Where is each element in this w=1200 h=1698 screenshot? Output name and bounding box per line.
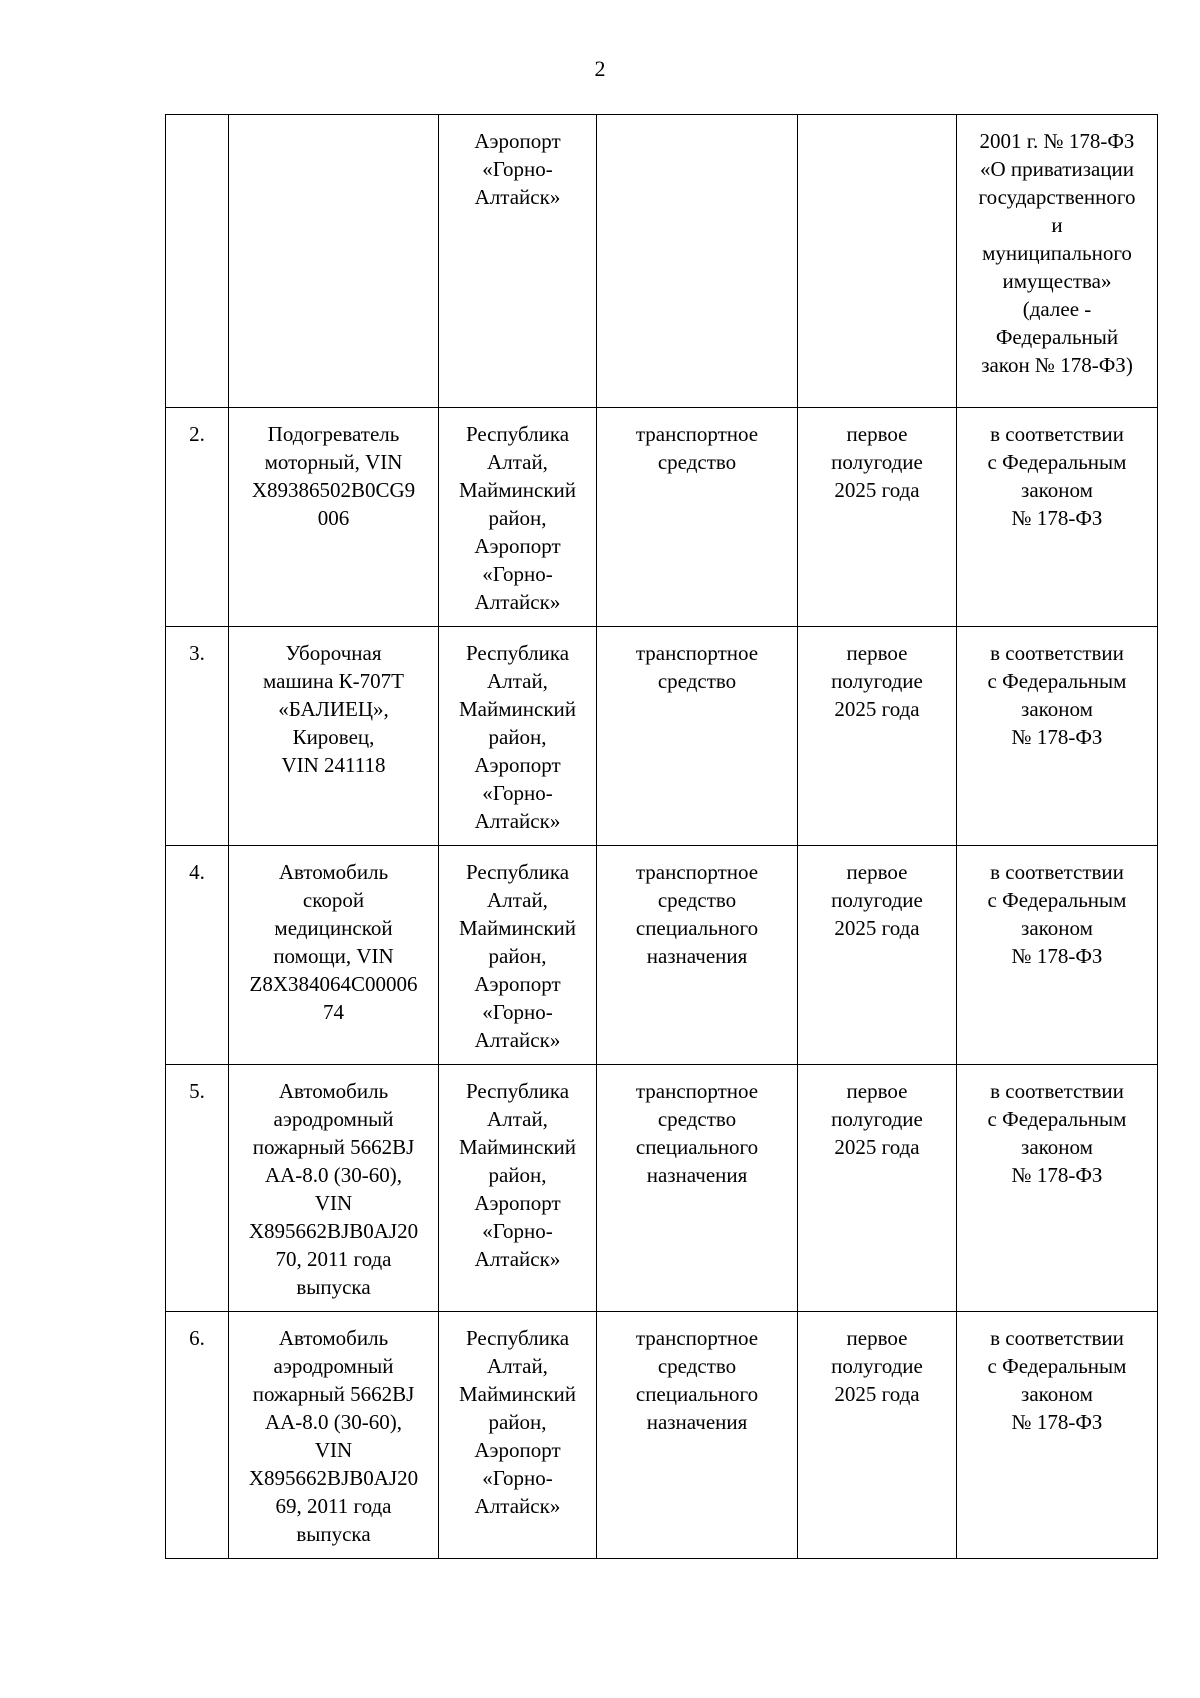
- cell-type: [597, 115, 798, 408]
- cell-law: в соответствии с Федеральным законом № 178-ФЗ: [957, 1312, 1158, 1559]
- cell-location: Республика Алтай, Майминский район, Аэропорт «Горно- Алтайск»: [439, 627, 597, 846]
- table-row: [166, 1065, 1158, 1312]
- cell-law: в соответствии с Федеральным законом № 178-ФЗ: [957, 1065, 1158, 1312]
- cell-location: Аэропорт «Горно- Алтайск»: [439, 115, 597, 408]
- cell-law: в соответствии с Федеральным законом № 178-ФЗ: [957, 627, 1158, 846]
- cell-name: Автомобиль скорой медицинской помощи, VIN Z8X384064C00006 74: [229, 846, 439, 1065]
- cell-term: [798, 115, 957, 408]
- cell-type: транспортное средство специального назначения: [597, 1065, 798, 1312]
- table-row: [166, 408, 1158, 627]
- table-row: [166, 846, 1158, 1065]
- cell-name: Уборочная машина К-707Т «БАЛИЕЦ», Кировец, VIN 241118: [229, 627, 439, 846]
- cell-location: Республика Алтай, Майминский район, Аэропорт «Горно- Алтайск»: [439, 1312, 597, 1559]
- cell-term: первое полугодие 2025 года: [798, 846, 957, 1065]
- cell-location: Республика Алтай, Майминский район, Аэропорт «Горно- Алтайск»: [439, 846, 597, 1065]
- cell-term: первое полугодие 2025 года: [798, 1065, 957, 1312]
- cell-law: 2001 г. № 178-ФЗ «О приватизации государственного и муниципального имущества» (далее - Федеральный закон № 178-ФЗ): [957, 115, 1158, 408]
- cell-type: транспортное средство специального назначения: [597, 1312, 798, 1559]
- cell-law: в соответствии с Федеральным законом № 178-ФЗ: [957, 408, 1158, 627]
- cell-name: Подогреватель моторный, VIN X89386502B0CG9 006: [229, 408, 439, 627]
- cell-number: [166, 115, 229, 408]
- cell-name: [229, 115, 439, 408]
- cell-location: Республика Алтай, Майминский район, Аэропорт «Горно- Алтайск»: [439, 408, 597, 627]
- cell-term: первое полугодие 2025 года: [798, 1312, 957, 1559]
- cell-number: 4.: [166, 846, 229, 1065]
- cell-number: 2.: [166, 408, 229, 627]
- cell-number: 6.: [166, 1312, 229, 1559]
- cell-number: 3.: [166, 627, 229, 846]
- cell-law: в соответствии с Федеральным законом № 178-ФЗ: [957, 846, 1158, 1065]
- table-row: [166, 627, 1158, 846]
- cell-type: транспортное средство специального назначения: [597, 846, 798, 1065]
- cell-name: Автомобиль аэродромный пожарный 5662BJ АА-8.0 (30-60), VIN X895662BJB0AJ20 70, 2011 года выпуска: [229, 1065, 439, 1312]
- table-row: [166, 1312, 1158, 1559]
- cell-name: Автомобиль аэродромный пожарный 5662BJ АА-8.0 (30-60), VIN X895662BJB0AJ20 69, 2011 года выпуска: [229, 1312, 439, 1559]
- cell-location: Республика Алтай, Майминский район, Аэропорт «Горно- Алтайск»: [439, 1065, 597, 1312]
- table-row-continued: [166, 115, 1158, 408]
- page-number: 2: [594, 56, 606, 81]
- cell-term: первое полугодие 2025 года: [798, 408, 957, 627]
- cell-number: 5.: [166, 1065, 229, 1312]
- cell-type: транспортное средство: [597, 408, 798, 627]
- cell-term: первое полугодие 2025 года: [798, 627, 957, 846]
- cell-type: транспортное средство: [597, 627, 798, 846]
- property-table: [165, 114, 1158, 1559]
